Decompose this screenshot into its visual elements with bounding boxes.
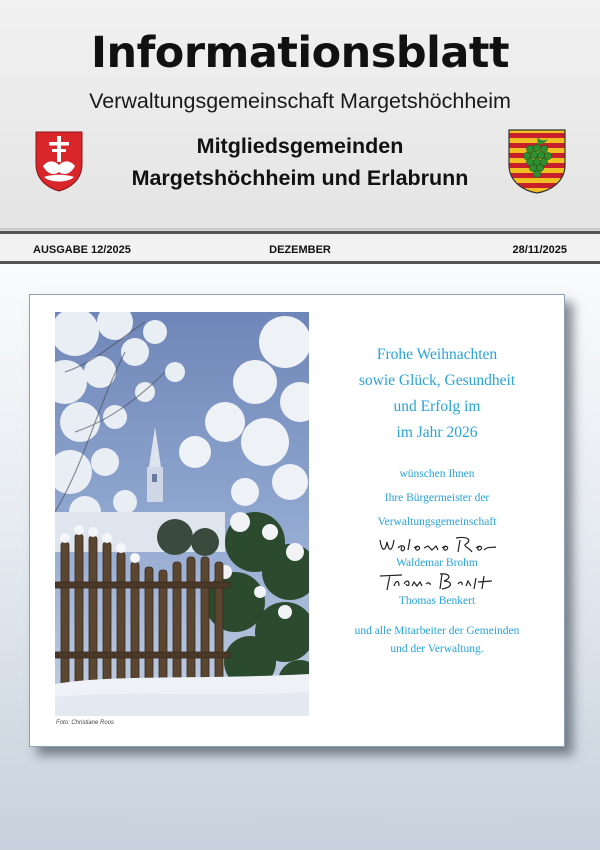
signature-thomas-benkert (372, 570, 502, 594)
signer-2-name: Thomas Benkert (398, 595, 476, 607)
closing-line-2: und der Verwaltung. (390, 643, 484, 655)
issue-number: AUSGABE 12/2025 (33, 244, 131, 256)
members-names: Margetshöchheim und Erlabrunn (131, 166, 469, 190)
page-title: Informationsblatt (90, 28, 510, 78)
signature-waldemar-brohm (372, 534, 502, 556)
issue-month: DEZEMBER (269, 244, 331, 256)
member-municipalities (100, 130, 500, 194)
erlabrunn-crest-icon (508, 129, 566, 194)
wish-line-1: wünschen Ihnen (399, 468, 475, 480)
signer-1-name: Waldemar Brohm (396, 557, 478, 569)
greeting-line-1: Frohe Weihnachten (376, 346, 498, 363)
masthead (0, 0, 600, 230)
margetshoechheim-crest-icon (34, 130, 84, 192)
page-subtitle: Verwaltungsgemeinschaft Margetshöchheim (89, 89, 511, 113)
greeting-line-2: sowie Glück, Gesundheit (358, 372, 516, 389)
winter-garden-photo (55, 312, 309, 716)
issue-date: 28/11/2025 (512, 244, 567, 256)
greeting-line-3: und Erfolg im (393, 398, 481, 415)
closing-line-1: und alle Mitarbeiter der Gemeinden (354, 625, 520, 637)
wish-line-3: Verwaltungsgemeinschaft (377, 516, 497, 528)
issue-bar (0, 231, 600, 264)
members-heading: Mitgliedsgemeinden (196, 134, 404, 158)
photo-credit: Foto: Christiane Roos (56, 720, 115, 726)
greeting-line-4: im Jahr 2026 (396, 424, 478, 441)
wish-line-2: Ihre Bürgermeister der (384, 492, 490, 504)
greeting-text (312, 342, 562, 658)
